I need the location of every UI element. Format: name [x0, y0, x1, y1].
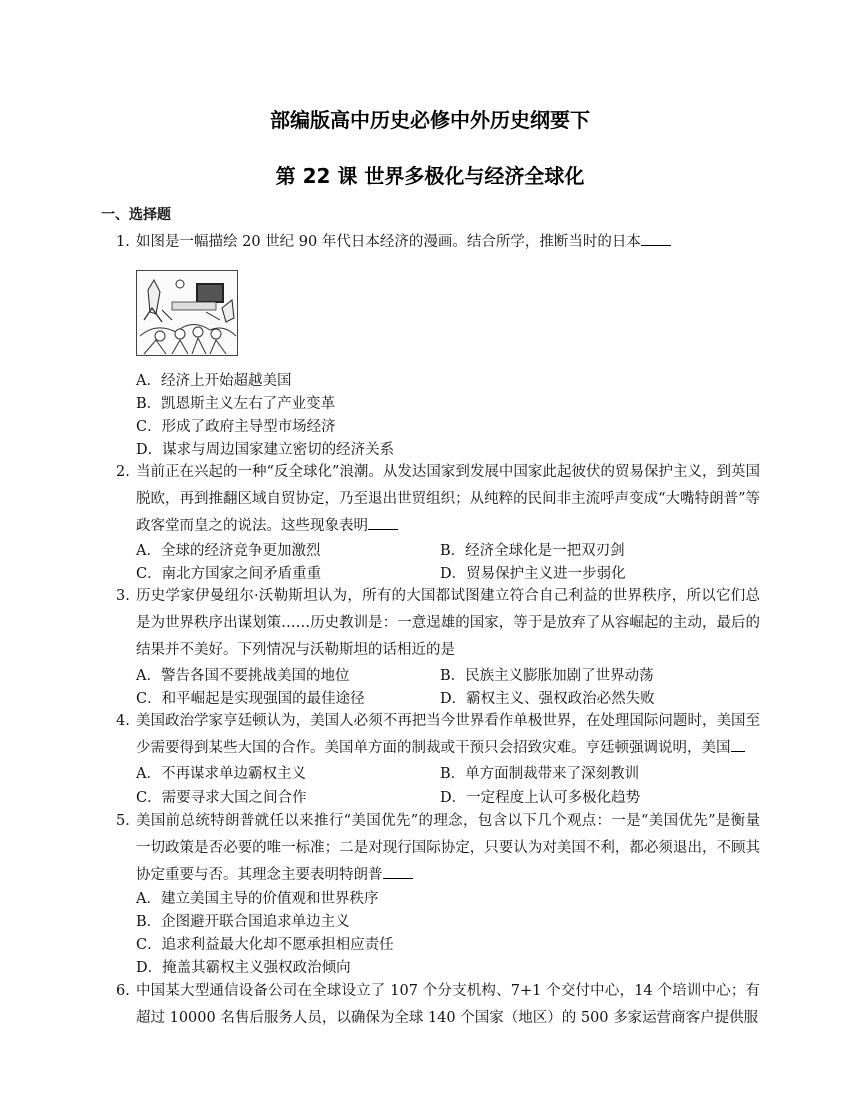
option-a[interactable]: A．建立美国主导的价值观和世界秩序	[136, 891, 379, 907]
question-text: 当前正在兴起的一种“反全球化”浪潮。从发达国家到发展中国家此起彼伏的贸易保护主义，到英国脱欧，再到推翻区域自贸协定，乃至退出世贸组织；从纯粹的民间非主流呼声变成“大嘴特朗普”等政客堂而皇之的说法。这些现象表明	[136, 464, 760, 534]
question-text: 美国政治学家亨廷顿认为，美国人必须不再把当今世界看作单极世界，在处理国际问题时，美国至少需要得到某些大国的合作。美国单方面的制裁或干预只会招致灾难。亨廷顿强调说明，美国	[136, 713, 760, 756]
question-text: 如图是一幅描绘 20 世纪 90 年代日本经济的漫画。结合所学，推断当时的日本	[136, 234, 641, 250]
question-number: 3.	[116, 588, 130, 604]
question-1	[116, 229, 760, 256]
option-b[interactable]: B．民族主义膨胀加剧了世界动荡	[440, 668, 654, 684]
question-text: 历史学家伊曼纽尔·沃勒斯坦认为，所有的大国都试图建立符合自己利益的世界秩序，所以它们总是为世界秩序出谋划策……历史教训是：一意逞雄的国家，等于是放弃了从容崛起的主动，最后的结果并不美好。下列情况与沃勒斯坦的话相近的是	[136, 588, 760, 658]
cartoon-illustration	[136, 270, 238, 356]
option-a[interactable]: A．警告各国不要挑战美国的地位	[136, 668, 350, 684]
question-3	[116, 583, 760, 664]
question-5	[116, 808, 760, 889]
option-a[interactable]: A．不再谋求单边霸权主义	[136, 766, 306, 782]
option-c[interactable]: C．需要寻求大国之间合作	[136, 790, 307, 806]
question-4	[116, 708, 760, 762]
question-number: 5.	[116, 813, 130, 829]
option-c[interactable]: C．形成了政府主导型市场经济	[136, 419, 336, 435]
question-6	[116, 978, 760, 1032]
option-d[interactable]: D．贸易保护主义进一步弱化	[440, 566, 626, 582]
lesson-title: 第 22 课 世界多极化与经济全球化	[275, 164, 585, 188]
answer-blank	[731, 737, 745, 752]
option-b[interactable]: B．企图避开联合国追求单边主义	[136, 914, 350, 930]
option-a[interactable]: A．经济上开始超越美国	[136, 373, 292, 389]
option-d[interactable]: D．谋求与周边国家建立密切的经济关系	[136, 442, 395, 458]
answer-blank	[383, 864, 413, 879]
document-title: 部编版高中历史必修中外历史纲要下	[270, 108, 590, 132]
question-number: 2.	[116, 464, 130, 480]
question-number: 6.	[116, 983, 130, 999]
option-c[interactable]: C．南北方国家之间矛盾重重	[136, 566, 322, 582]
answer-blank	[641, 231, 671, 246]
question-2	[116, 459, 760, 540]
question-number: 4.	[116, 713, 130, 729]
option-d[interactable]: D．霸权主义、强权政治必然失败	[440, 691, 655, 707]
option-c[interactable]: C．追求利益最大化却不愿承担相应责任	[136, 937, 394, 953]
option-d[interactable]: D．一定程度上认可多极化趋势	[440, 790, 641, 806]
option-b[interactable]: B．经济全球化是一把双刃剑	[440, 543, 625, 559]
answer-blank	[368, 515, 398, 530]
question-text: 中国某大型通信设备公司在全球设立了 107 个分支机构、7+1 个交付中心，14 个培训中心；有超过 10000 名售后服务人员，以确保为全球 140 个国家（地区）的 500 多家运营商客户提供服	[136, 983, 760, 1026]
question-text: 美国前总统特朗普就任以来推行“美国优先”的理念，包含以下几个观点：一是“美国优先”是衡量一切政策是否必要的唯一标准；二是对现行国际协定，只要认为对美国不利，都必须退出，不顾其协定重要与否。其理念主要表明特朗普	[136, 813, 760, 883]
option-c[interactable]: C．和平崛起是实现强国的最佳途径	[136, 691, 365, 707]
option-b[interactable]: B．单方面制裁带来了深刻教训	[440, 766, 640, 782]
option-b[interactable]: B．凯恩斯主义左右了产业变革	[136, 396, 336, 412]
option-a[interactable]: A．全球的经济竞争更加激烈	[136, 543, 321, 559]
question-number: 1.	[116, 234, 130, 250]
section-heading: 一、选择题	[101, 207, 171, 223]
option-d[interactable]: D．掩盖其霸权主义强权政治倾向	[136, 960, 351, 976]
